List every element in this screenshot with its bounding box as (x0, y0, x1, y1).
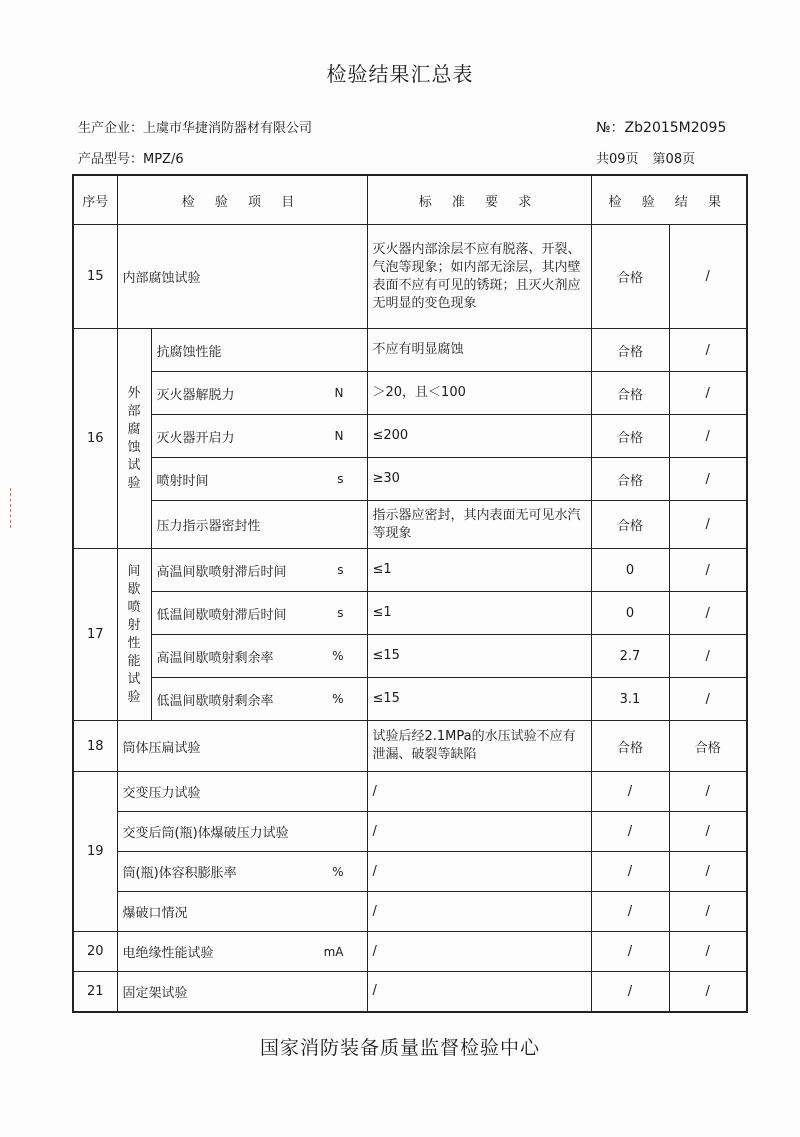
item-label: 灭火器开启力 (156, 430, 235, 446)
item-unit: mA (323, 944, 344, 959)
row-item: 固定架试验 (117, 972, 367, 1012)
row-result: 合格 (591, 501, 669, 549)
row-item (151, 635, 367, 678)
table-row (73, 812, 747, 852)
row-seq: 20 (73, 932, 117, 972)
row-result: / (591, 932, 669, 972)
row-item (151, 592, 367, 635)
row-result-2: / (669, 329, 747, 372)
row-result: 2.7 (591, 635, 669, 678)
row-result: 合格 (591, 415, 669, 458)
results-table (72, 174, 748, 1013)
row-requirement: / (367, 972, 591, 1012)
item-unit: N (334, 386, 344, 400)
row-seq: 21 (73, 972, 117, 1012)
row-item (151, 372, 367, 415)
table-row (73, 852, 747, 892)
row-requirement: / (367, 772, 591, 812)
row-item (117, 892, 367, 932)
row-requirement: 灭火器内部涂层不应有脱落、开裂、气泡等现象；如内部无涂层，其内壁表面不应有可见的锈斑；且灭火剂应无明显的变色现象 (367, 225, 591, 329)
row-item (117, 772, 367, 812)
row-item (117, 932, 367, 972)
item-label: 高温间歇喷射滞后时间 (156, 564, 287, 580)
row-seq: 19 (73, 772, 117, 932)
row-result-2: / (669, 892, 747, 932)
row-requirement: ≤200 (367, 415, 591, 458)
row-result: / (591, 772, 669, 812)
row-item (151, 678, 367, 721)
item-label: 低温间歇喷射剩余率 (156, 693, 274, 709)
row-result: 合格 (591, 458, 669, 501)
row-result-2: / (669, 501, 747, 549)
row-item (151, 415, 367, 458)
row-seq: 17 (73, 549, 117, 721)
row-item (151, 329, 367, 372)
table-row (73, 678, 747, 721)
row-requirement: / (367, 852, 591, 892)
header-seq: 序号 (73, 175, 117, 225)
row-result: 0 (591, 549, 669, 592)
row-result-2: / (669, 458, 747, 501)
row-requirement: / (367, 812, 591, 852)
item-unit: % (332, 649, 344, 663)
row-result: / (591, 852, 669, 892)
row-result: / (591, 972, 669, 1012)
row-result-2: / (669, 372, 747, 415)
item-unit: s (337, 606, 344, 620)
row-item: 内部腐蚀试验 (117, 225, 367, 329)
row-result: / (591, 892, 669, 932)
row-result: 合格 (591, 225, 669, 329)
row-result-2: / (669, 225, 747, 329)
row-requirement: ≤15 (367, 635, 591, 678)
row-item (151, 549, 367, 592)
row-item (117, 812, 367, 852)
row-requirement: ≤1 (367, 549, 591, 592)
row-result-2: / (669, 852, 747, 892)
row-result: 3.1 (591, 678, 669, 721)
table-row (73, 415, 747, 458)
page-count (596, 148, 695, 167)
table-row (73, 329, 747, 372)
table-row (73, 549, 747, 592)
row-result-2: / (669, 592, 747, 635)
row-requirement: 试验后经2.1MPa的水压试验不应有泄漏、破裂等缺陷 (367, 721, 591, 772)
item-unit: % (332, 692, 344, 706)
item-label: 灭火器解脱力 (156, 387, 235, 403)
item-unit: s (337, 563, 344, 577)
table-row (73, 721, 747, 772)
item-unit: s (337, 472, 344, 486)
table-row (73, 772, 747, 812)
item-label: 喷射时间 (156, 473, 209, 489)
header-result: 检 验 结 果 (591, 175, 747, 225)
row-requirement: / (367, 932, 591, 972)
item-unit: N (334, 429, 344, 443)
row-result: 合格 (591, 329, 669, 372)
row-requirement: 指示器应密封，其内表面无可见水汽等现象 (367, 501, 591, 549)
row-result-2: / (669, 812, 747, 852)
row-requirement: 不应有明显腐蚀 (367, 329, 591, 372)
table-row (73, 892, 747, 932)
table-row (73, 635, 747, 678)
model-field: 产品型号：MPZ/6 (78, 152, 184, 167)
table-row (73, 972, 747, 1012)
item-unit: % (332, 864, 344, 879)
row-result: 合格 (591, 372, 669, 415)
table-row (73, 932, 747, 972)
row-item (151, 458, 367, 501)
item-label: 筒(瓶)体容积膨胀率 (122, 866, 237, 881)
row-result-2: / (669, 678, 747, 721)
row-group: 外部腐蚀试验 (117, 329, 151, 549)
row-seq: 18 (73, 721, 117, 772)
table-row (73, 501, 747, 549)
row-result-2: / (669, 415, 747, 458)
table-row (73, 372, 747, 415)
item-label: 低温间歇喷射滞后时间 (156, 607, 287, 623)
row-item (117, 852, 367, 892)
current-page: 第08页 (652, 152, 696, 167)
row-result: / (591, 812, 669, 852)
table-header-row (73, 175, 747, 225)
row-result-2: / (669, 972, 747, 1012)
row-result-2: / (669, 635, 747, 678)
row-requirement: / (367, 892, 591, 932)
row-result-2: / (669, 772, 747, 812)
row-result-2: / (669, 549, 747, 592)
page-title: 检验结果汇总表 (326, 62, 474, 86)
report-number: №：Zb2015M2095 (596, 120, 727, 136)
row-result: 合格 (591, 721, 669, 772)
header-item: 检 验 项 目 (117, 175, 367, 225)
item-label: 交变后筒(瓶)体爆破压力试验 (122, 826, 289, 841)
row-requirement: ≥30 (367, 458, 591, 501)
table-row (73, 592, 747, 635)
company-field: 生产企业：上虞市华捷消防器材有限公司 (78, 121, 313, 136)
table-row (73, 225, 747, 329)
row-seq: 16 (73, 329, 117, 549)
row-group: 间歇喷射性能试验 (117, 549, 151, 721)
row-seq: 15 (73, 225, 117, 329)
binding-edge-mark (10, 488, 14, 528)
row-item: 筒体压扁试验 (117, 721, 367, 772)
issuer-footer: 国家消防装备质量监督检验中心 (259, 1037, 540, 1059)
row-result: 0 (591, 592, 669, 635)
row-requirement: ≤15 (367, 678, 591, 721)
item-label: 交变压力试验 (122, 786, 201, 801)
item-label: 电绝缘性能试验 (122, 946, 214, 961)
item-label: 抗腐蚀性能 (156, 344, 222, 360)
item-label: 压力指示器密封性 (156, 519, 261, 534)
row-result-2: / (669, 932, 747, 972)
item-label: 爆破口情况 (122, 906, 188, 921)
table-row (73, 458, 747, 501)
header-requirement: 标 准 要 求 (367, 175, 591, 225)
total-pages: 共09页 (596, 152, 639, 167)
row-requirement: ＞20，且＜100 (367, 372, 591, 415)
item-label: 高温间歇喷射剩余率 (156, 650, 274, 666)
row-item (151, 501, 367, 549)
row-result-2: 合格 (669, 721, 747, 772)
row-requirement: ≤1 (367, 592, 591, 635)
